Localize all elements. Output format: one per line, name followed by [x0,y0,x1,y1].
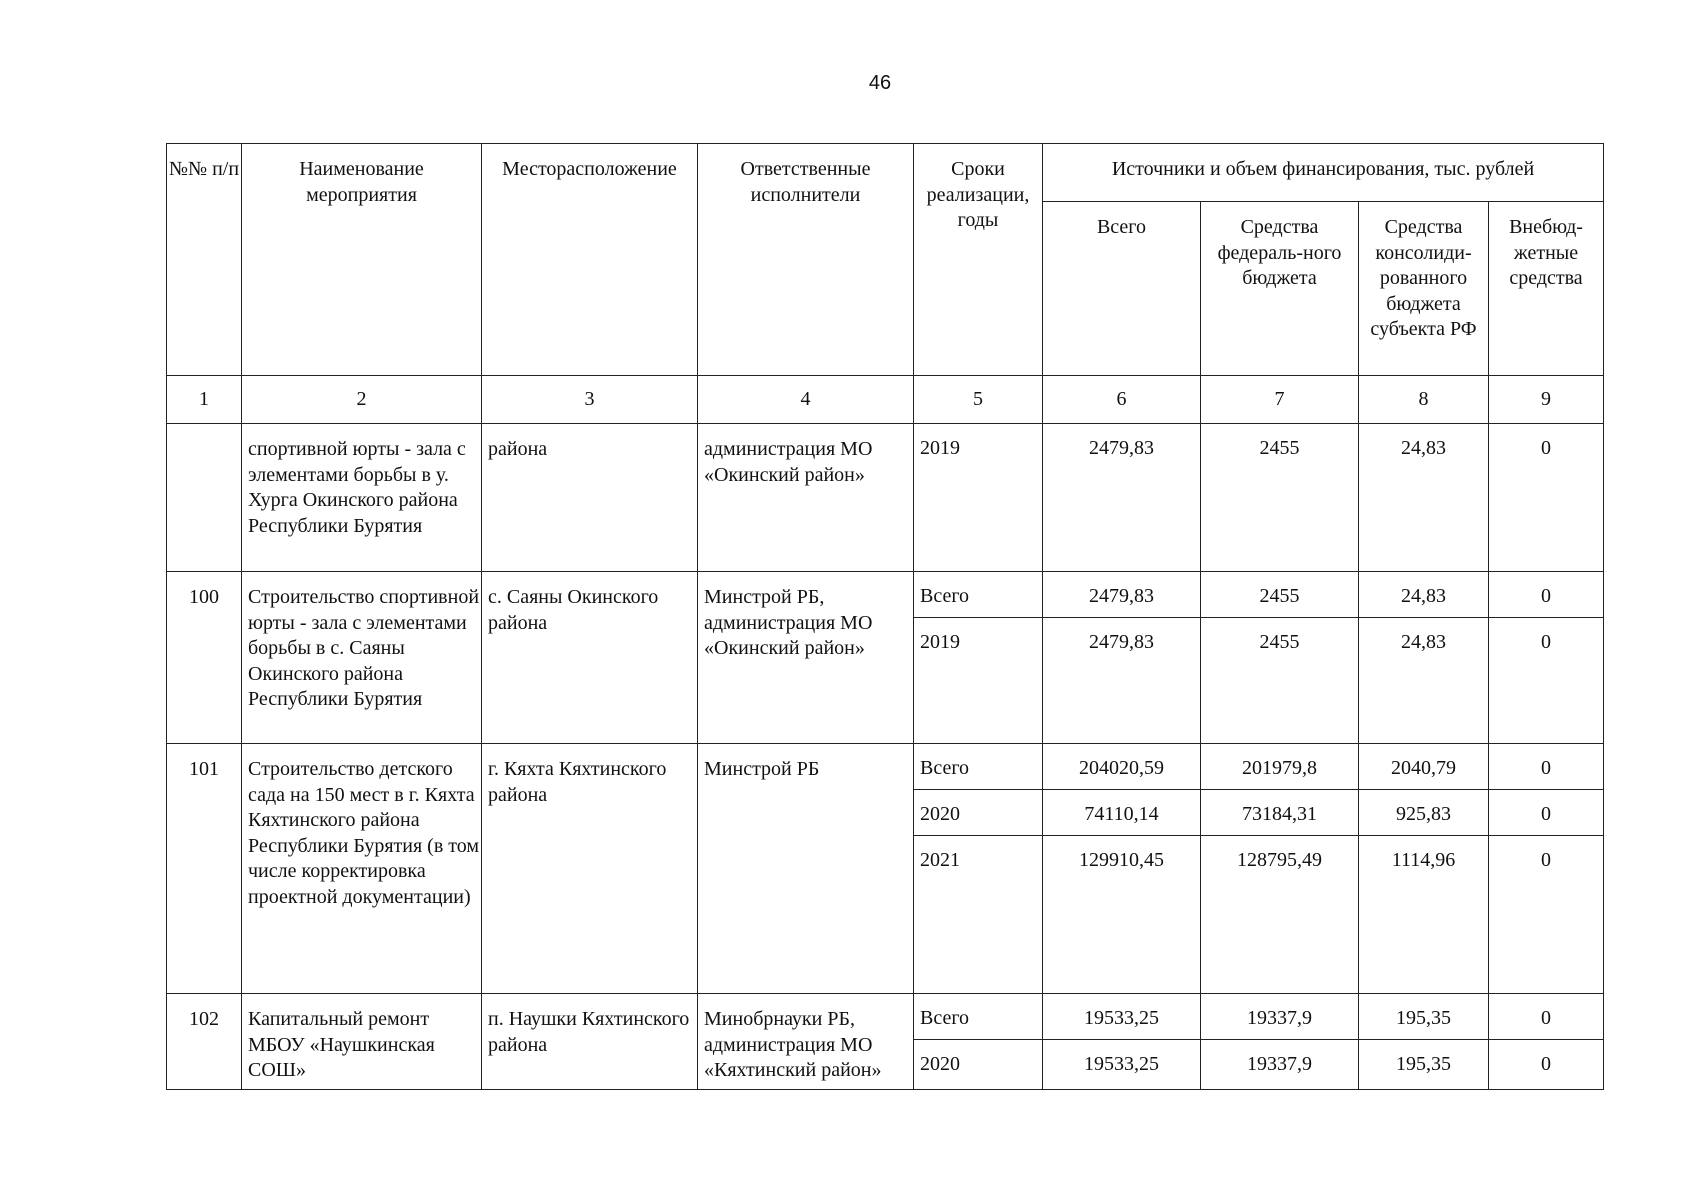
amount-total: 74110,14 [1043,790,1201,836]
amount-federal: 2455 [1201,618,1359,744]
financing-table [166,143,1604,1090]
amount-federal: 2455 [1201,424,1359,572]
activity-name: Строительство спортивной юрты - зала с элементами борьбы в с. Саяны Окинского района Республики Бурятия [242,572,482,744]
amount-total: 19533,25 [1043,1040,1201,1090]
executors: Минстрой РБ [698,744,914,994]
amount-regional: 2040,79 [1359,744,1489,790]
column-number: 9 [1489,376,1604,424]
activity-name: спортивной юрты - зала с элементами борьбы в у. Хурга Окинского района Республики Бурятия [242,424,482,572]
column-number: 7 [1201,376,1359,424]
table-row [167,572,1604,618]
amount-extra: 0 [1489,836,1604,994]
amount-regional: 195,35 [1359,994,1489,1040]
executors: Минобрнауки РБ, администрация МО «Кяхтинский район» [698,994,914,1090]
column-number: 1 [167,376,242,424]
period-year: 2020 [914,790,1043,836]
location: района [482,424,698,572]
header-extra: Внебюд-жетные средства [1489,202,1604,376]
amount-extra: 0 [1489,744,1604,790]
page-number: 46 [868,72,892,94]
column-number: 2 [242,376,482,424]
location: с. Саяны Окинского района [482,572,698,744]
amount-regional: 24,83 [1359,424,1489,572]
header-num: №№ п/п [167,144,242,376]
header-total: Всего [1043,202,1201,376]
amount-extra: 0 [1489,790,1604,836]
table-row [167,994,1604,1040]
row-number: 102 [167,994,242,1090]
header-name: Наименование мероприятия [242,144,482,376]
table-row [167,744,1604,790]
amount-federal: 19337,9 [1201,1040,1359,1090]
column-number: 8 [1359,376,1489,424]
table-row [167,424,1604,572]
period-year: 2020 [914,1040,1043,1090]
row-number: 101 [167,744,242,994]
header-executors: Ответственные исполнители [698,144,914,376]
amount-regional: 24,83 [1359,618,1489,744]
amount-total: 204020,59 [1043,744,1201,790]
amount-extra: 0 [1489,424,1604,572]
amount-regional: 925,83 [1359,790,1489,836]
executors: Минстрой РБ, администрация МО «Окинский район» [698,572,914,744]
row-number: 100 [167,572,242,744]
amount-total: 129910,45 [1043,836,1201,994]
column-number: 5 [914,376,1043,424]
period-year: 2019 [914,424,1043,572]
amount-regional: 1114,96 [1359,836,1489,994]
amount-regional: 195,35 [1359,1040,1489,1090]
amount-federal: 73184,31 [1201,790,1359,836]
amount-total: 2479,83 [1043,572,1201,618]
header-federal: Средства федераль-ного бюджета [1201,202,1359,376]
amount-extra: 0 [1489,994,1604,1040]
amount-federal: 19337,9 [1201,994,1359,1040]
amount-federal: 201979,8 [1201,744,1359,790]
row-number [167,424,242,572]
location: г. Кяхта Кяхтинского района [482,744,698,994]
column-number: 3 [482,376,698,424]
location: п. Наушки Кяхтинского района [482,994,698,1090]
period-year: Всего [914,994,1043,1040]
header-regional: Средства консолиди-рованного бюджета субъекта РФ [1359,202,1489,376]
activity-name: Капитальный ремонт МБОУ «Наушкинская СОШ» [242,994,482,1090]
amount-total: 2479,83 [1043,424,1201,572]
executors: администрация МО «Окинский район» [698,424,914,572]
amount-extra: 0 [1489,618,1604,744]
amount-extra: 0 [1489,572,1604,618]
amount-federal: 2455 [1201,572,1359,618]
amount-regional: 24,83 [1359,572,1489,618]
amount-federal: 128795,49 [1201,836,1359,994]
header-row-1 [167,144,1604,202]
period-year: 2021 [914,836,1043,994]
period-year: Всего [914,744,1043,790]
amount-total: 19533,25 [1043,994,1201,1040]
header-funding-group: Источники и объем финансирования, тыс. рублей [1043,144,1604,202]
period-year: Всего [914,572,1043,618]
activity-name: Строительство детского сада на 150 мест в г. Кяхта Кяхтинского района Республики Бурятия (в том числе корректировка проектной документации) [242,744,482,994]
column-numbers-row [167,376,1604,424]
header-periods: Сроки реализации, годы [914,144,1043,376]
amount-total: 2479,83 [1043,618,1201,744]
column-number: 4 [698,376,914,424]
amount-extra: 0 [1489,1040,1604,1090]
header-location: Месторасположение [482,144,698,376]
column-number: 6 [1043,376,1201,424]
period-year: 2019 [914,618,1043,744]
